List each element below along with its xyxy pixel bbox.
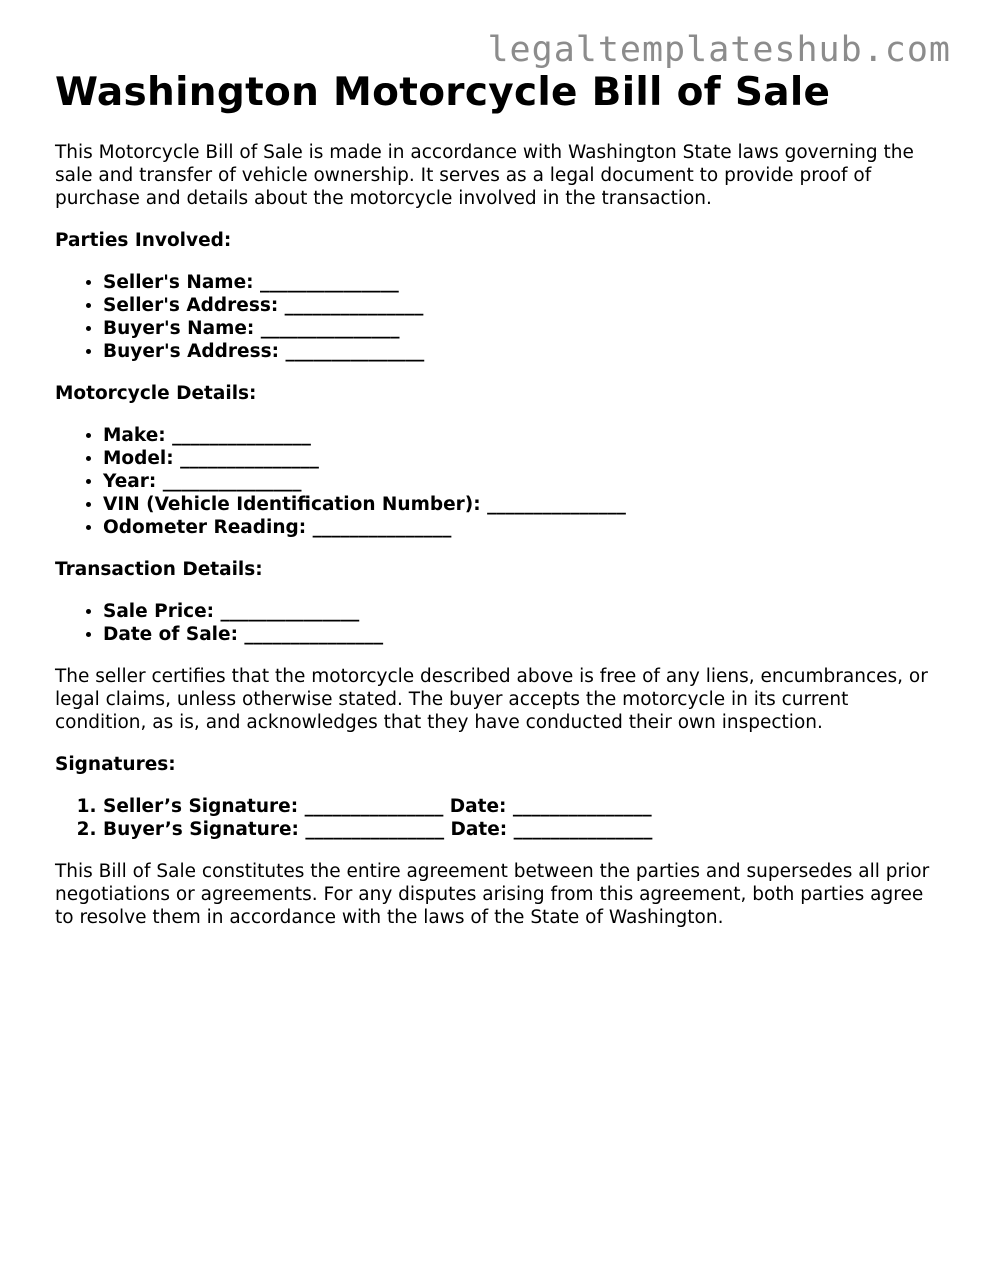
motorcycle-details-list — [55, 424, 935, 539]
signatures-heading: Signatures: — [55, 754, 176, 775]
odometer-field: • Odometer Reading: _______________ — [103, 516, 935, 539]
parties-heading: Parties Involved: — [55, 230, 232, 251]
make-field: • Make: _______________ — [103, 424, 935, 447]
vin-field: • VIN (Vehicle Identification Number): _______________ — [103, 493, 935, 516]
transaction-details-heading: Transaction Details: — [55, 559, 263, 580]
motorcycle-details-heading: Motorcycle Details: — [55, 383, 257, 404]
sale-price-field: • Sale Price: _______________ — [103, 600, 935, 623]
document-body — [55, 70, 935, 929]
closing-paragraph: This Bill of Sale constitutes the entire agreement between the parties and supersedes all prior negotiations or agreements. For any disputes arising from this agreement, both parties agree to resolve them in accordance with the laws of the State of Washington. — [55, 861, 930, 928]
buyer-address-field: • Buyer's Address: _______________ — [103, 340, 935, 363]
seller-address-field: • Seller's Address: _______________ — [103, 294, 935, 317]
page-title: Washington Motorcycle Bill of Sale — [55, 70, 831, 115]
buyer-name-field: • Buyer's Name: _______________ — [103, 317, 935, 340]
certification-paragraph: The seller certifies that the motorcycle described above is free of any liens, encumbrances, or legal claims, unless otherwise stated. The buyer accepts the motorcycle in its current condition, as is, and acknowledges that they have conducted their own inspection. — [55, 666, 928, 733]
seller-signature-line: 1. Seller’s Signature: _______________ Date: _______________ — [103, 795, 935, 818]
buyer-signature-line: 2. Buyer’s Signature: _______________ Date: _______________ — [103, 818, 935, 841]
intro-paragraph: This Motorcycle Bill of Sale is made in accordance with Washington State laws governing the sale and transfer of vehicle ownership. It serves as a legal document to provide proof of purchase and details about the motorcycle involved in the transaction. — [55, 142, 914, 209]
year-field: • Year: _______________ — [103, 470, 935, 493]
model-field: • Model: _______________ — [103, 447, 935, 470]
date-of-sale-field: • Date of Sale: _______________ — [103, 623, 935, 646]
watermark-text: legaltemplateshub.com — [487, 30, 951, 70]
parties-list — [55, 271, 935, 363]
seller-name-field: • Seller's Name: _______________ — [103, 271, 935, 294]
signatures-list — [55, 795, 935, 841]
transaction-details-list — [55, 600, 935, 646]
